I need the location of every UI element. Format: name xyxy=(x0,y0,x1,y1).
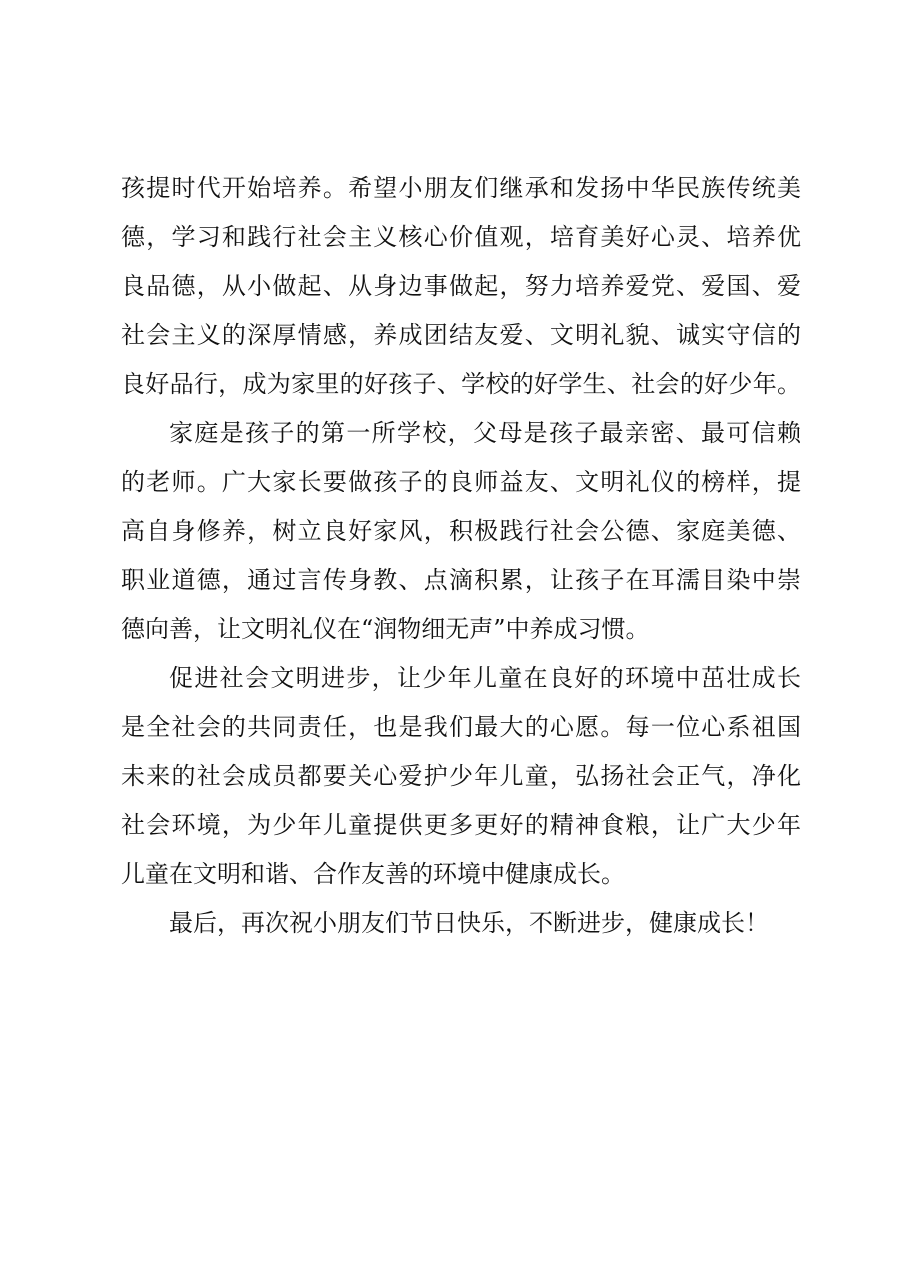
document-body xyxy=(121,164,801,948)
paragraph-3-line-5: 儿童在文明和谐、合作友善的环境中健康成长。 xyxy=(121,860,625,888)
paragraph-2-line-4: 职业道德，通过言传身教、点滴积累，让孩子在耳濡目染中崇 xyxy=(121,566,801,594)
paragraph-2-line-3: 高自身修养，树立良好家风，积极践行社会公德、家庭美德、 xyxy=(121,517,801,545)
paragraph-3-line-1: 促进社会文明进步，让少年儿童在良好的环境中茁壮成长 xyxy=(169,664,801,692)
paragraph-1-line-3: 良品德，从小做起、从身边事做起，努力培养爱党、爱国、爱 xyxy=(121,272,801,300)
paragraph-2-line-5: 德向善，让文明礼仪在“润物细无声”中养成习惯。 xyxy=(121,615,650,643)
paragraph-1-line-5: 良好品行，成为家里的好孩子、学校的好学生、社会的好少年。 xyxy=(121,370,801,398)
paragraph-1-line-4: 社会主义的深厚情感，养成团结友爱、文明礼貌、诚实守信的 xyxy=(121,321,801,349)
paragraph-3-line-4: 社会环境，为少年儿童提供更多更好的精神食粮，让广大少年 xyxy=(121,811,801,839)
paragraph-1-line-2: 德，学习和践行社会主义核心价值观，培育美好心灵、培养优 xyxy=(121,223,801,251)
paragraph-3-line-2: 是全社会的共同责任，也是我们最大的心愿。每一位心系祖国 xyxy=(121,713,801,741)
paragraph-2-line-2: 的老师。广大家长要做孩子的良师益友、文明礼仪的榜样，提 xyxy=(121,468,801,496)
paragraph-1-line-1: 孩提时代开始培养。希望小朋友们继承和发扬中华民族传统美 xyxy=(121,174,801,202)
paragraph-3-line-3: 未来的社会成员都要关心爱护少年儿童，弘扬社会正气，净化 xyxy=(121,762,801,790)
paragraph-2-line-1: 家庭是孩子的第一所学校，父母是孩子最亲密、最可信赖 xyxy=(169,419,801,447)
paragraph-4-line-1: 最后，再次祝小朋友们节日快乐，不断进步，健康成长！ xyxy=(169,909,769,937)
